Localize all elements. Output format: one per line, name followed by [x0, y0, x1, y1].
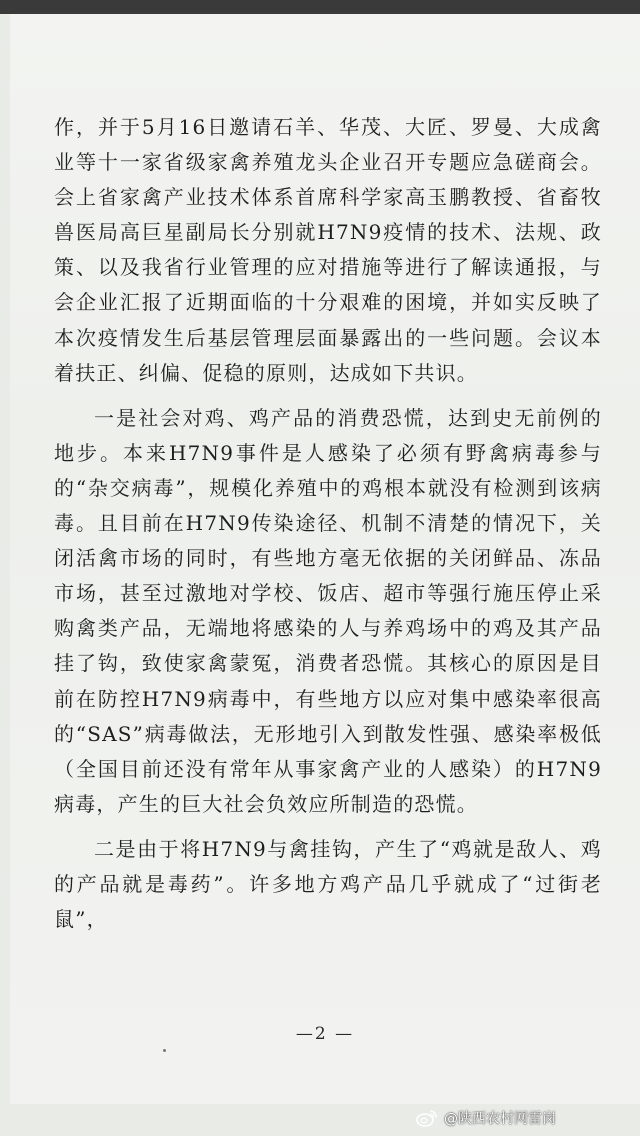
paper-speck	[163, 1049, 166, 1052]
paragraph-point-one: 一是社会对鸡、鸡产品的消费恐慌，达到史无前例的地步。本来H7N9事件是人感染了必须有野禽病毒参与的“杂交病毒”，规模化养殖中的鸡根本就没有检测到该病毒。且目前在H7N9传染途径、机制不清楚的情况下，关闭活禽市场的同时，有些地方毫无依据的关闭鲜品、冻品市场，甚至过激地对学校、饭店、超市等强行施压停止采购禽类产品，无端地将感染的人与养鸡场中的鸡及其产品挂了钩，致使家禽蒙冤，消费者恐慌。其核心的原因是目前在防控H7N9病毒中，有些地方以应对集中感染率很高的“SAS”病毒做法，无形地引入到散发性强、感染率极低（全国目前还没有常年从事家禽产业的人感染）的H7N9病毒，产生的巨大社会负效应所制造的恐慌。	[54, 405, 602, 816]
watermark-text: @陕西农村网雷岗	[444, 1111, 556, 1127]
paragraph-continuation: 作，并于5月16日邀请石羊、华茂、大匠、罗曼、大成禽业等十一家省级家禽养殖龙头企业召开专题应急磋商会。会上省家禽产业技术体系首席科学家高玉鹏教授、省畜牧兽医局高巨星副局长分别就H7N9疫情的技术、法规、政策、以及我省行业管理的应对措施等进行了解读通报，与会企业汇报了近期面临的十分艰难的困境，并如实反映了本次疫情发生后基层管理层面暴露出的一些问题。会议本着扶正、纠偏、促稳的原则，达成如下共识。	[54, 115, 602, 385]
document-body	[54, 110, 602, 947]
paragraph-point-two: 二是由于将H7N9与禽挂钩，产生了“鸡就是敌人、鸡的产品就是毒药”。许多地方鸡产品几乎就成了“过街老鼠”，	[54, 836, 602, 932]
top-edge-strip	[0, 0, 640, 14]
document-page	[10, 14, 640, 1104]
weibo-watermark	[416, 1108, 556, 1128]
page-number: —2 —	[295, 1024, 355, 1044]
weibo-logo-icon	[416, 1109, 438, 1127]
